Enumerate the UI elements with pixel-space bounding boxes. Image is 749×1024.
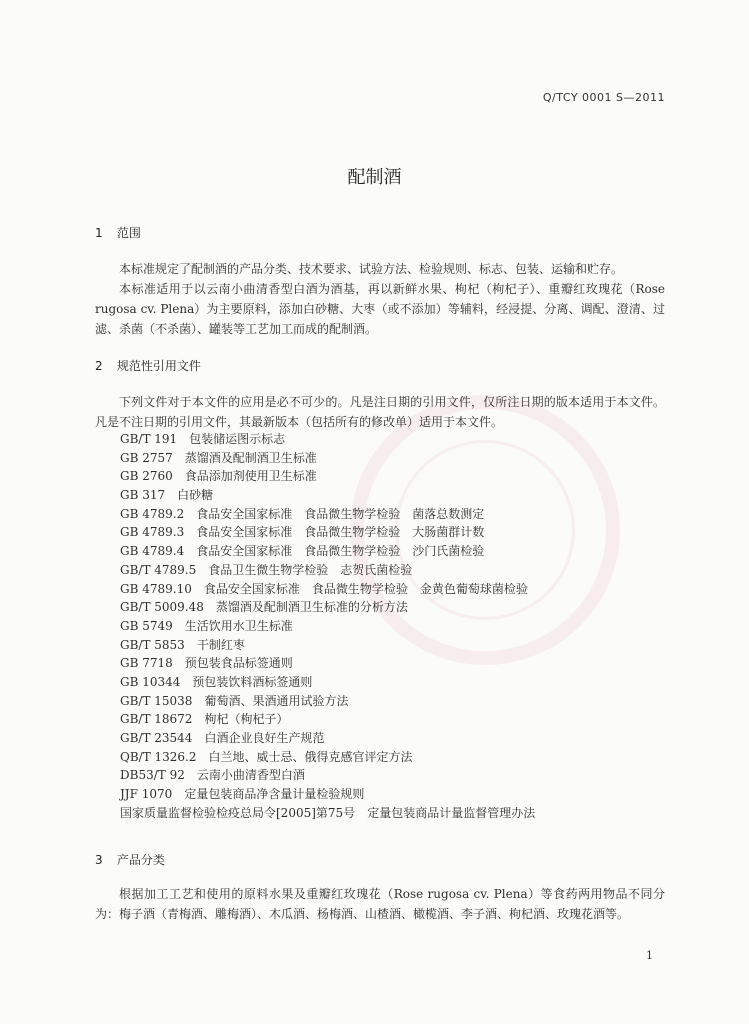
reference-item — [120, 729, 535, 748]
reference-id: GB 4789.4 — [120, 544, 185, 559]
reference-item — [120, 523, 535, 542]
reference-title: 食品安全国家标准 食品微生物学检验 菌落总数测定 — [196, 506, 485, 521]
reference-item — [120, 542, 535, 561]
reference-item — [120, 804, 535, 823]
reference-title: 预包装饮料酒标签通则 — [192, 674, 313, 689]
reference-id: GB/T 23544 — [120, 731, 193, 745]
reference-title: 食品添加剂使用卫生标准 — [184, 469, 317, 484]
section-title: 范围 — [116, 226, 141, 240]
reference-id: GB/T 5853 — [120, 637, 185, 652]
reference-item — [120, 785, 535, 804]
reference-title: 生活饮用水卫生标准 — [184, 618, 293, 633]
reference-item — [120, 748, 535, 767]
reference-item — [120, 692, 535, 711]
section-2-paragraph-1: 下列文件对于本文件的应用是必不可少的。凡是注日期的引用文件，仅所注日期的版本适用于本文件。凡是不注日期的引用文件，其最新版本（包括所有的修改单）适用于本文件。 — [95, 395, 665, 429]
reference-item — [120, 467, 535, 486]
section-3-heading — [95, 851, 165, 868]
reference-title: 枸杞（枸杞子） — [204, 712, 289, 727]
reference-title: 食品安全国家标准 食品微生物学检验 大肠菌群计数 — [196, 525, 485, 540]
reference-id: 国家质量监督检验检疫总局令[2005]第75号 — [120, 805, 356, 820]
reference-title: 包装储运图示标志 — [189, 432, 286, 446]
reference-title: 白酒企业良好生产规范 — [204, 731, 325, 745]
reference-item — [120, 654, 535, 673]
reference-id: GB 5749 — [120, 618, 173, 633]
reference-title: 定量包装商品净含量计量检验规则 — [184, 787, 365, 802]
normative-references-list — [120, 430, 535, 822]
reference-title: 干制红枣 — [196, 637, 245, 652]
reference-id: GB/T 5009.48 — [120, 600, 204, 615]
reference-id: GB 4789.10 — [120, 581, 192, 596]
section-1-heading — [95, 224, 141, 241]
reference-id: GB/T 15038 — [120, 693, 193, 708]
reference-title: 云南小曲清香型白酒 — [196, 768, 305, 783]
reference-title: 定量包装商品计量监督管理办法 — [367, 805, 536, 820]
reference-item — [120, 580, 535, 599]
reference-id: GB/T 18672 — [120, 712, 193, 727]
reference-id: GB 4789.2 — [120, 506, 185, 521]
reference-id: GB 4789.3 — [120, 525, 185, 540]
reference-item — [120, 598, 535, 617]
reference-id: DB53/T 92 — [120, 768, 185, 783]
reference-id: GB 10344 — [120, 674, 181, 689]
section-title: 产品分类 — [116, 853, 165, 867]
page-number: 1 — [646, 949, 653, 962]
reference-id: GB 2760 — [120, 469, 173, 484]
section-number: 1 — [95, 226, 103, 240]
section-number: 2 — [95, 359, 103, 373]
reference-title: 蒸馏酒及配制酒卫生标准 — [184, 450, 317, 465]
reference-title: 白兰地、威士忌、俄得克感官评定方法 — [208, 749, 413, 764]
reference-item — [120, 710, 535, 729]
reference-item — [120, 486, 535, 505]
document-title: 配制酒 — [347, 167, 402, 188]
reference-title: 预包装食品标签通则 — [184, 656, 293, 671]
reference-title: 葡萄酒、果酒通用试验方法 — [204, 693, 349, 708]
reference-id: GB 317 — [120, 488, 166, 503]
section-2-heading — [95, 357, 201, 374]
reference-id: GB 2757 — [120, 450, 173, 465]
reference-id: GB/T 191 — [120, 432, 178, 446]
reference-title: 蒸馏酒及配制酒卫生标准的分析方法 — [215, 600, 408, 615]
reference-item — [120, 766, 535, 785]
reference-id: JJF 1070 — [120, 787, 173, 802]
reference-item — [120, 505, 535, 524]
reference-item — [120, 636, 535, 655]
section-3-paragraph-1: 根据加工工艺和使用的原料水果及重瓣红玫瑰花（Rose rugosa cv. Plena）等食药两用物品不同分为：梅子酒（青梅酒、雕梅酒）、木瓜酒、杨梅酒、山楂酒、橄榄酒、李子酒、枸杞酒、玫瑰花酒等。 — [95, 887, 665, 921]
section-1-paragraph-1: 本标准规定了配制酒的产品分类、技术要求、试验方法、检验规则、标志、包装、运输和贮存。 — [119, 262, 624, 276]
reference-id: GB/T 4789.5 — [120, 562, 197, 577]
reference-title: 食品安全国家标准 食品微生物学检验 金黄色葡萄球菌检验 — [203, 581, 528, 596]
section-title: 规范性引用文件 — [116, 359, 201, 373]
reference-title: 食品安全国家标准 食品微生物学检验 沙门氏菌检验 — [196, 544, 485, 559]
reference-title: 白砂糖 — [177, 488, 214, 503]
reference-item — [120, 617, 535, 636]
reference-item — [120, 673, 535, 692]
reference-id: GB 7718 — [120, 656, 173, 671]
reference-item — [120, 449, 535, 468]
section-number: 3 — [95, 853, 103, 867]
section-1-paragraph-2: 本标准适用于以云南小曲清香型白酒为酒基，再以新鲜水果、枸杞（枸杞子）、重瓣红玫瑰花（Rose rugosa cv. Plena）为主要原料，添加白砂糖、大枣（或不添加）等辅料，经浸提、分离、调配、澄清、过滤、杀菌（不杀菌）、罐装等工艺加工而成的配制酒。 — [95, 282, 665, 336]
standard-code: Q/TCY 0001 S—2011 — [542, 91, 665, 104]
reference-item — [120, 561, 535, 580]
reference-item — [120, 430, 535, 449]
reference-id: QB/T 1326.2 — [120, 749, 197, 764]
reference-title: 食品卫生微生物学检验 志贺氏菌检验 — [208, 562, 413, 577]
